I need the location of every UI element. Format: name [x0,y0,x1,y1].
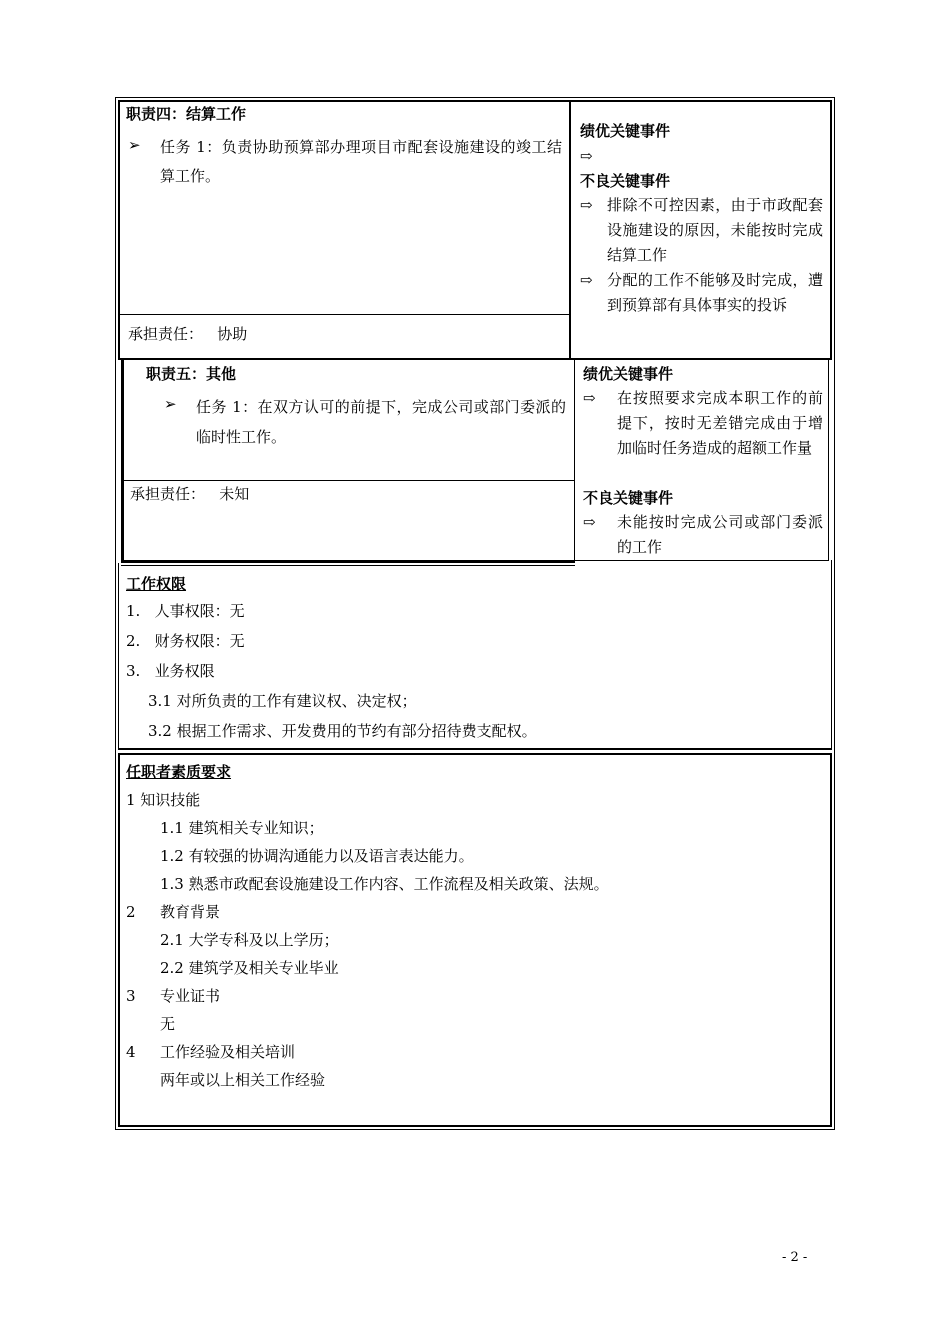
qual-exp-title: 工作经验及相关培训 [160,1043,296,1061]
duty4-left-inner [118,100,120,360]
duty4-bullet: ➢ [128,136,141,154]
duty5-bottom-trail [121,565,575,566]
qual-cert-title: 专业证书 [160,987,221,1005]
duty4-task: 任务 1：负责协助预算部办理项目市配套设施建设的竣工结算工作。 [160,138,562,185]
authority-right-inner [831,560,832,750]
duty5-right-inner [828,360,829,560]
qual-edu-2: 2.2 建筑学及相关专业毕业 [160,959,339,977]
duty4-right-inner [830,100,832,360]
duty4-middle-divider [569,100,571,360]
qual-edu-title: 教育背景 [160,903,221,921]
qual-right-inner [830,753,832,1127]
outer-bottom [115,1129,835,1130]
outer-right-border [834,97,835,1130]
duty5-title: 职责五：其他 [146,365,237,383]
duty4-resp-divider [120,314,569,315]
duty5-good-title: 绩优关键事件 [583,365,674,383]
duty5-bad-arrow: ⇨ [583,513,596,531]
authority-item-3-2: 3.2 根据工作需求、开发费用的节约有部分招待费支配权。 [148,722,537,740]
duty5-bottom-left [121,560,575,563]
duty5-bad-title: 不良关键事件 [583,489,674,507]
duty5-bottom-right [575,560,829,561]
authority-left-inner [118,563,119,750]
page-number: - 2 - [782,1250,808,1265]
authority-bottom [118,748,832,750]
authority-item-1: 1. 人事权限：无 [126,602,245,620]
duty5-left-inner [121,358,124,563]
qual-knowledge-3: 1.3 熟悉市政配套设施建设工作内容、工作流程及相关政策、法规。 [160,875,609,893]
duty5-good-arrow: ⇨ [583,389,596,407]
duty4-bad-title: 不良关键事件 [580,172,671,190]
authority-title: 工作权限 [126,575,187,593]
authority-item-2: 2. 财务权限：无 [126,632,245,650]
top-border-inner [118,100,832,102]
qual-edu-1: 2.1 大学专科及以上学历； [160,931,339,949]
duty4-bottom [118,358,832,360]
qual-cert-num: 3 [126,987,136,1005]
authority-item-3-1: 3.1 对所负责的工作有建议权、决定权； [148,692,417,710]
qual-knowledge: 1 知识技能 [126,791,201,809]
authority-item-3: 3. 业务权限 [126,662,215,680]
duty4-bad-arrow-1: ⇨ [580,196,593,214]
duty5-good-item: 在按照要求完成本职工作的前提下，按时无差错完成由于增加临时任务造成的超额工作量 [617,389,823,457]
outer-left-border [115,97,116,1130]
duty4-good-title: 绩优关键事件 [580,122,671,140]
duty4-bad-item-1: 排除不可控因素，由于市政配套设施建设的原因，未能按时完成结算工作 [607,196,823,264]
qual-cert-value: 无 [160,1015,176,1033]
qual-knowledge-2: 1.2 有较强的协调沟通能力以及语言表达能力。 [160,847,474,865]
qual-exp-num: 4 [126,1043,136,1061]
top-border [115,97,835,98]
duty4-good-arrow: ⇨ [580,147,593,165]
qual-top [118,753,832,755]
qual-edu-num: 2 [126,903,136,921]
duty5-responsibility: 承担责任： 未知 [130,485,250,503]
duty5-task: 任务 1：在双方认可的前提下，完成公司或部门委派的临时性工作。 [196,398,566,446]
qualifications-title: 任职者素质要求 [126,763,232,781]
duty5-bad-item: 未能按时完成公司或部门委派的工作 [617,513,823,556]
qual-knowledge-1: 1.1 建筑相关专业知识； [160,819,324,837]
qual-left-inner [118,753,120,1127]
duty4-bad-arrow-2: ⇨ [580,271,593,289]
duty5-resp-divider [124,480,574,481]
qual-bottom-inner [118,1125,832,1127]
duty4-responsibility: 承担责任： 协助 [128,325,248,343]
duty5-bullet: ➢ [164,395,177,413]
qual-exp-value: 两年或以上相关工作经验 [160,1071,326,1089]
duty4-title: 职责四：结算工作 [126,105,247,123]
duty5-middle-divider [574,360,575,560]
duty4-bad-item-2: 分配的工作不能够及时完成，遭到预算部有具体事实的投诉 [607,271,823,314]
